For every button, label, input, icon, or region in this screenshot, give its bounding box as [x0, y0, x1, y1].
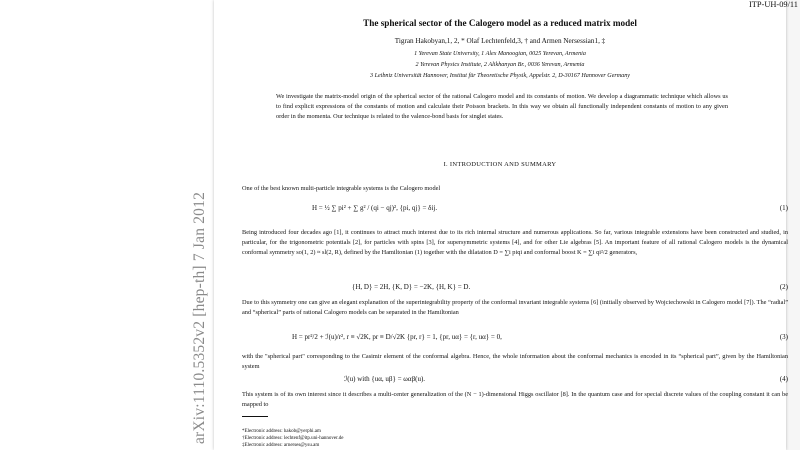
footnote-2: †Electronic address: lechtenf@itp.uni-hannover.de	[242, 436, 344, 441]
section-heading: I. INTRODUCTION AND SUMMARY	[443, 161, 557, 168]
equation-4-body: ℐ(u) with {uα, uβ} = ωαβ(u).	[344, 375, 426, 383]
affiliation-1: 1 Yerevan State University, 1 Alex Manoogian, 0025 Yerevan, Armenia	[414, 51, 586, 57]
paragraph-3: Due to this symmetry one can give an elegant explanation of the superintegrability property of the conformal invariant integrable systems [6] (initially observed by Wojciechowski in Calogero model [7]). The “radial” and “spherical” parts of rational Calogero models can be separated in the Hamiltonian	[242, 299, 788, 316]
paragraph-2: Being introduced four decades ago [1], it continues to attract much interest due to its rich internal structure and numerous applications. So far, various integrable extensions have been constructed and studied, in particular, for the trigonometric potentials [2], for particles with spins [3], for supersymmetric systems [4], and for other Lie algebras [5]. An important feature of all rational Calogero models is the dynamical conformal symmetry so(1, 2) ≈ sl(2, R), defined by the Hamiltonian (1) together with the dilatation D = ∑i piqi and conformal boost K = ∑i qi²/2 generators,	[242, 229, 788, 256]
arxiv-stamp: arXiv:1110.5352v2 [hep-th] 7 Jan 2012	[191, 191, 208, 445]
equation-2-number: (2)	[779, 283, 788, 291]
equation-4-number: (4)	[779, 375, 788, 383]
paragraph-1: One of the best known multi-particle integrable systems is the Calogero model	[242, 185, 441, 192]
equation-3-body: H = pr²/2 + ℐ(u)/r², r ≡ √2K, pr ≡ D/√2K {pr, r} = 1, {pr, uα} = {r, uα} = 0,	[292, 333, 502, 341]
footnote-1: *Electronic address: hakob@yerphi.am	[242, 429, 321, 434]
equation-4	[242, 375, 788, 387]
author-list: Tigran Hakobyan,1, 2, * Olaf Lechtenfeld,3, † and Armen Nersessian1, ‡	[394, 37, 606, 45]
abstract: We investigate the matrix-model origin of the spherical sector of the rational Calogero model and its constants of motion. We develop a diagrammatic technique which allows us to find explicit expressions of the constants of motion and calculate their Poisson brackets. In this way we obtain all functionally independent constants of motion to any given order in the momenta. Our technique is related to the valence-bond basis for singlet states.	[276, 93, 728, 120]
paper-page	[214, 0, 798, 450]
equation-1-number: (1)	[779, 204, 788, 212]
equation-3-number: (3)	[779, 333, 788, 341]
equation-1-body: H = ½ ∑ pi² + ∑ g² / (qi − qj)², {pi, qj} = δij.	[312, 204, 438, 212]
footnote-3: ‡Electronic address: arnerses@ysu.am	[242, 443, 320, 448]
footnote-rule	[242, 416, 268, 417]
affiliation-3: 3 Leibniz Universität Hannover, Institut für Theoretische Physik, Appelstr. 2, D-30167 Hannover Germany	[370, 73, 630, 79]
equation-3	[242, 333, 788, 345]
affiliation-2: 2 Yerevan Physics Institute, 2 Alikhanyan Br., 0036 Yerevan, Armenia	[415, 62, 585, 68]
equation-2	[242, 283, 788, 295]
viewer-right-margin	[786, 0, 800, 450]
paper-title: The spherical sector of the Calogero model as a reduced matrix model	[363, 18, 637, 28]
equation-2-body: {H, D} = 2H, {K, D} = −2K, {H, K} = D.	[352, 283, 471, 291]
paragraph-5: This system is of its own interest since it describes a multi-center generalization of the (N − 1)-dimensional Higgs oscillator [8]. In the quantum case and for special discrete values of the coupling constant it can be mapped to	[242, 391, 788, 408]
equation-1	[242, 204, 788, 218]
viewer-left-margin	[0, 0, 214, 450]
report-number: ITP-UH-09/11	[748, 0, 798, 9]
paragraph-4: with the "spherical part" corresponding to the Casimir element of the conformal algebra. Hence, the whole information about the conformal mechanics is encoded in its “spherical part”, given by the Hamiltonian system	[242, 353, 788, 370]
